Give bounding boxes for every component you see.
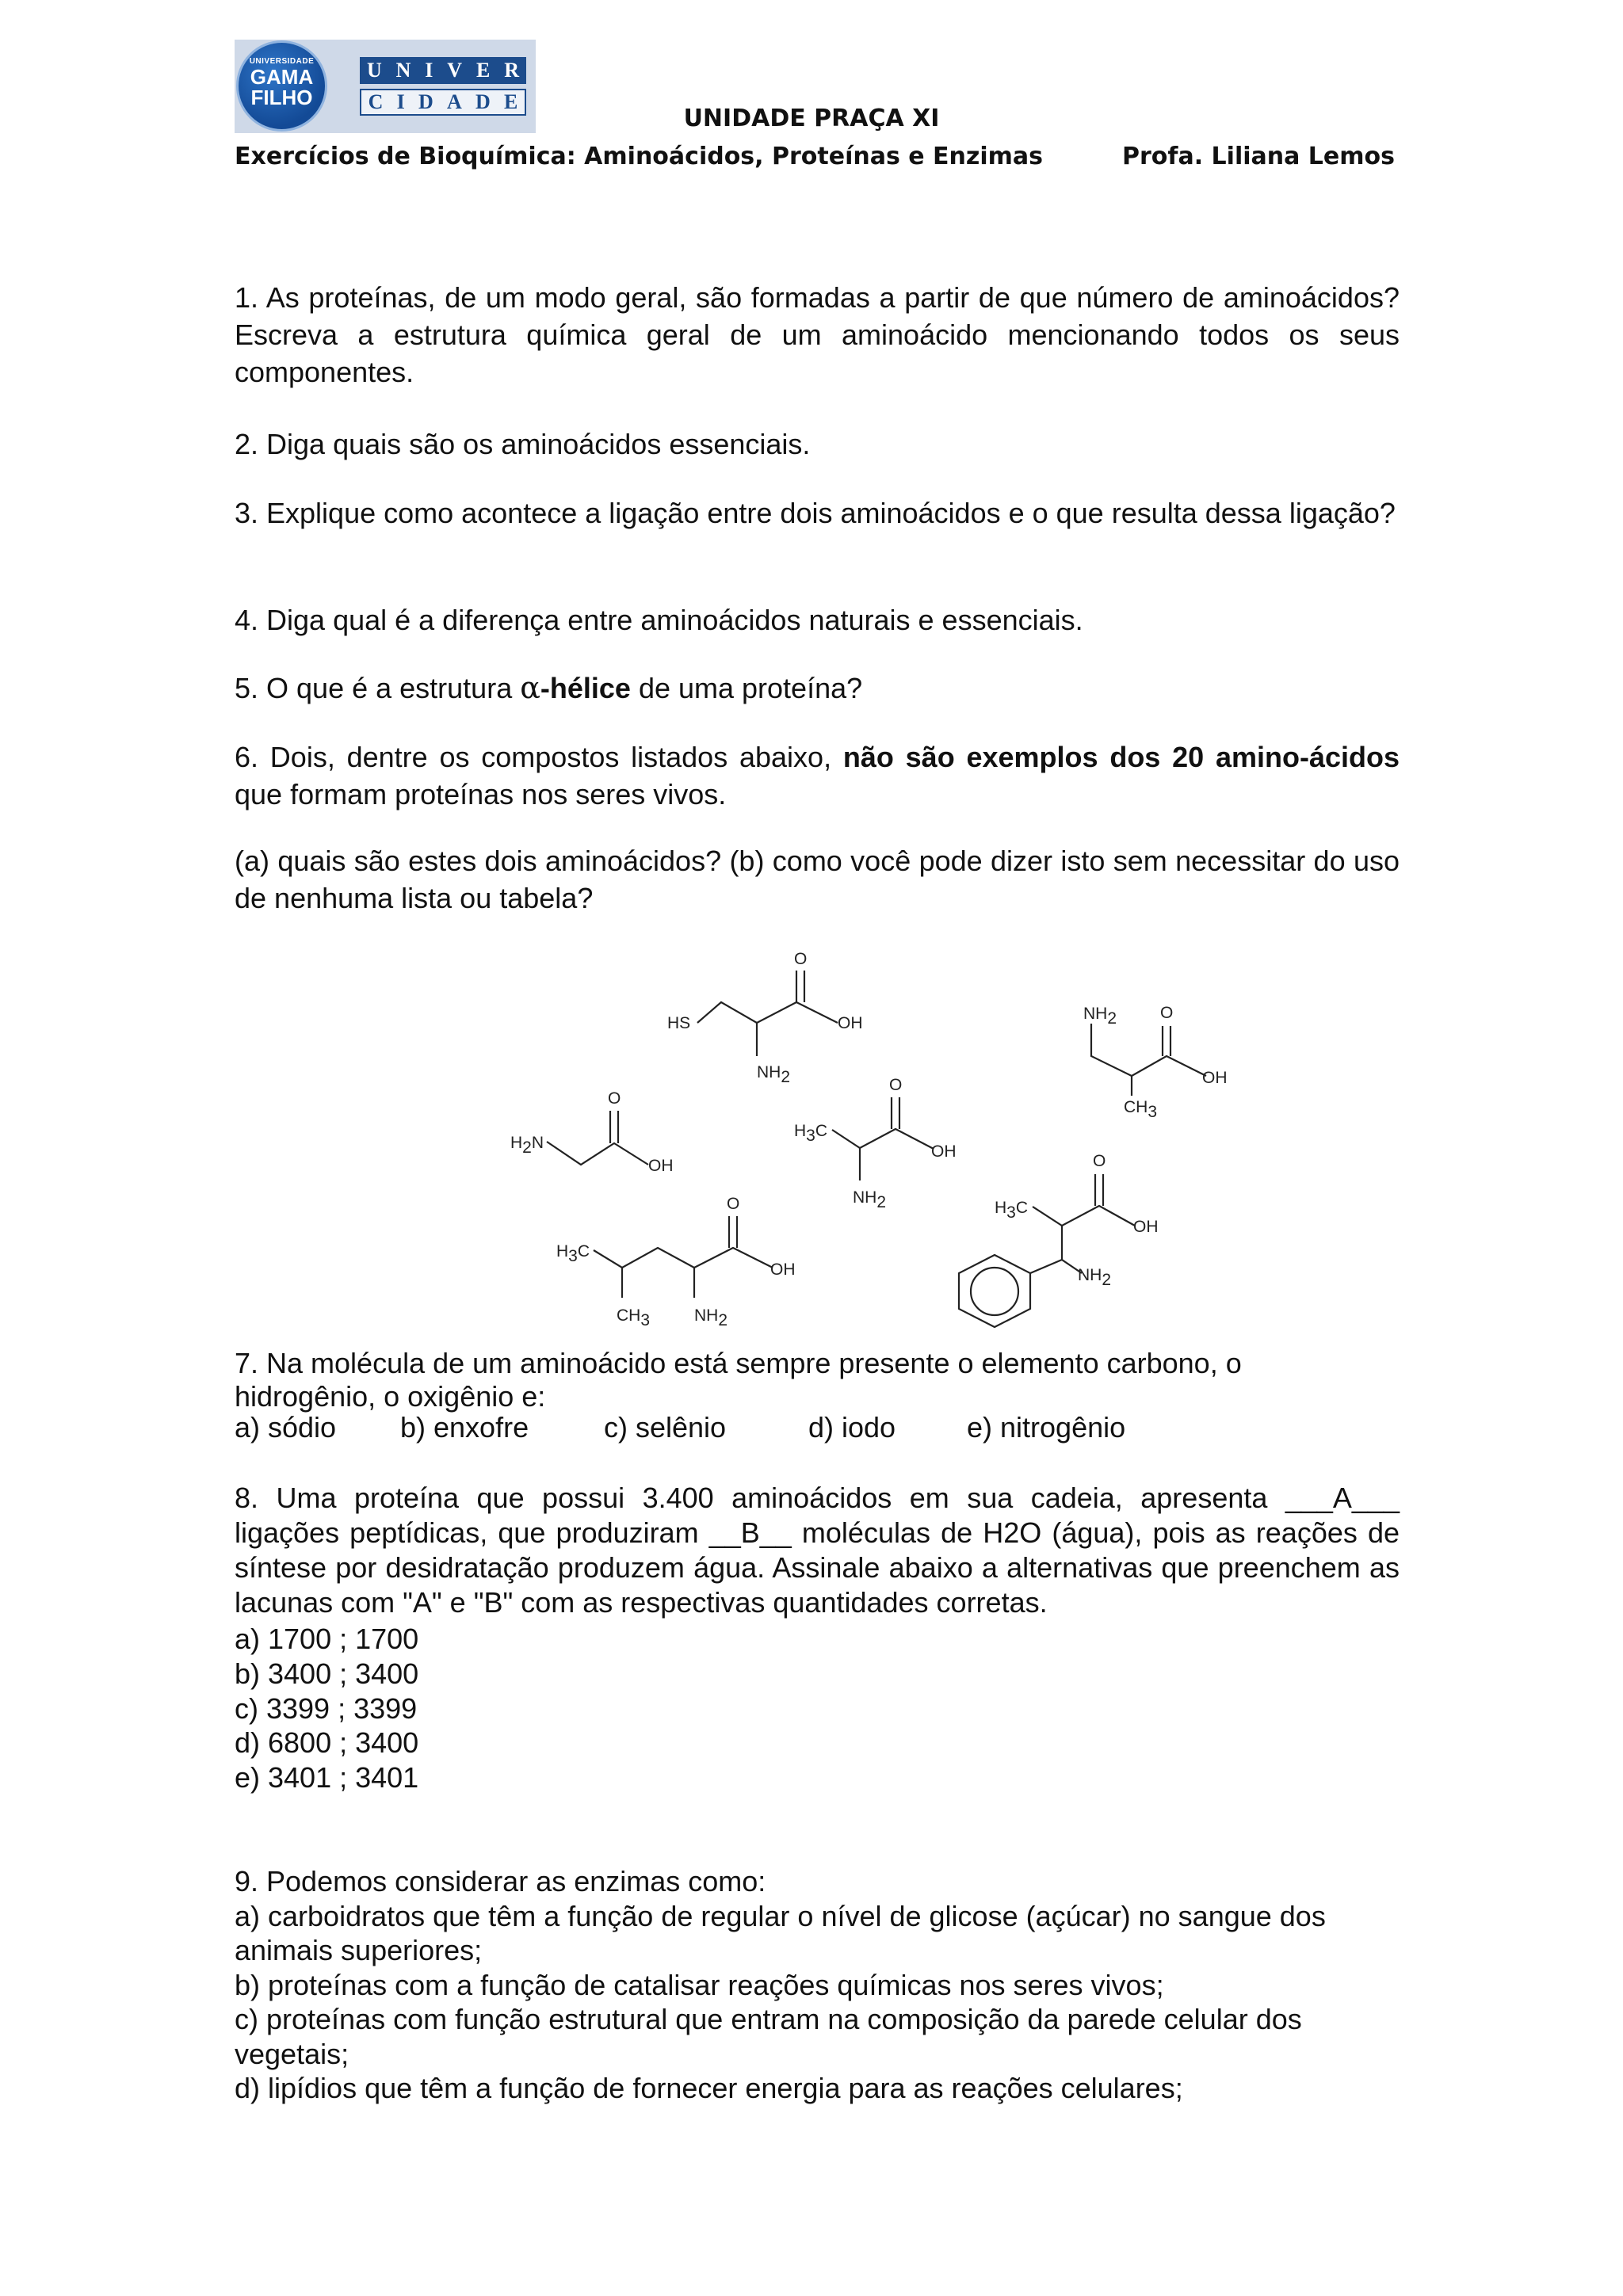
gama-filho-logo-line2: FILHO: [250, 86, 313, 109]
svg-text:OH: OH: [1202, 1069, 1228, 1087]
question-8-option-d: d) 6800 ; 3400: [235, 1726, 419, 1759]
svg-text:H3C: H3C: [995, 1199, 1029, 1222]
svg-text:NH2: NH2: [757, 1063, 791, 1086]
question-9-option-b: b) proteínas com a função de catalisar reações químicas nos seres vivos;: [235, 1969, 1164, 2001]
question-5-start: 5. O que é a estrutura: [235, 672, 521, 704]
svg-text:NH2: NH2: [853, 1188, 887, 1211]
svg-text:NH2: NH2: [1078, 1266, 1112, 1289]
svg-text:NH2: NH2: [694, 1306, 728, 1329]
logo-letter: C: [368, 90, 384, 113]
logo-letter: I: [396, 90, 405, 113]
svg-text:CH3: CH3: [617, 1306, 651, 1329]
question-7-option-c: c) selênio: [604, 1411, 727, 1444]
svg-text:HS: HS: [667, 1014, 691, 1032]
question-8-option-e: e) 3401 ; 3401: [235, 1761, 419, 1794]
question-7-option-a: a) sódio: [235, 1411, 337, 1444]
logo-letter: U: [366, 59, 382, 82]
svg-text:O: O: [727, 1195, 740, 1213]
svg-text:OH: OH: [838, 1014, 863, 1032]
question-6-start: 6. Dois, dentre os compostos listados abaixo,: [235, 741, 843, 773]
svg-text:OH: OH: [931, 1142, 957, 1161]
logo-letter: A: [447, 90, 462, 113]
molecule-glycine: [510, 1089, 674, 1175]
logo-letter: V: [447, 59, 463, 82]
svg-text:H2N: H2N: [510, 1134, 544, 1157]
molecule-aminoisobutyric-acid: [1083, 1004, 1228, 1121]
question-7-option-b: b) enxofre: [400, 1411, 529, 1444]
question-7-option-d: d) iodo: [808, 1411, 896, 1444]
question-9-option-a-cont: animais superiores;: [235, 1934, 483, 1966]
question-9-option-c: c) proteínas com função estrutural que entram na composição da parede celular dos: [235, 2003, 1302, 2035]
question-7-line1: 7. Na molécula de um aminoácido está sempre presente o elemento carbono, o: [235, 1347, 1242, 1379]
question-7-line2: hidrogênio, o oxigênio e:: [235, 1380, 546, 1413]
logo-letter: R: [504, 59, 519, 82]
svg-text:O: O: [608, 1089, 621, 1108]
question-5-end: de uma proteína?: [630, 672, 863, 704]
question-8-option-c: c) 3399 ; 3399: [235, 1692, 418, 1725]
molecule-phenyl-amino-acid: [959, 1152, 1159, 1327]
subject-title: Exercícios de Bioquímica: Aminoácidos, Proteínas e Enzimas: [235, 143, 1044, 170]
logo-letter: E: [504, 90, 518, 113]
svg-text:OH: OH: [648, 1157, 674, 1175]
svg-text:H3C: H3C: [794, 1122, 828, 1145]
unit-title: UNIDADE PRAÇA XI: [683, 105, 940, 132]
svg-text:O: O: [889, 1076, 903, 1094]
question-9-line1: 9. Podemos considerar as enzimas como:: [235, 1865, 766, 1897]
question-9-option-c-cont: vegetais;: [235, 2038, 349, 2070]
question-8: 8. Uma proteína que possui 3.400 aminoácidos em sua cadeia, apresenta ___A___ ligações peptídicas, que produziram __B__ moléculas de H2O (água), pois as reações de síntese por desidratação produzem água. Assinale abaixo a alternativas que preenchem as lacunas com "A" e "B" com as respectivas quantidades corretas.: [235, 1482, 1400, 1619]
logo-letter: N: [395, 59, 411, 82]
molecule-leucine: [556, 1195, 796, 1329]
logo-letter: D: [418, 90, 433, 113]
logo-letter: E: [475, 59, 491, 82]
alpha-symbol: α: [520, 670, 540, 705]
svg-text:O: O: [1160, 1004, 1174, 1022]
molecule-cysteine: [667, 950, 863, 1086]
question-1: 1. As proteínas, de um modo geral, são formadas a partir de que número de aminoácidos? Escreva a estrutura química geral de um aminoácido mencionando todos os seus componentes.: [235, 281, 1400, 388]
question-9-option-d: d) lipídios que têm a função de fornecer energia para as reações celulares;: [235, 2072, 1183, 2104]
question-8-option-a: a) 1700 ; 1700: [235, 1623, 419, 1655]
question-9-option-a: a) carboidratos que têm a função de regular o nível de glicose (açúcar) no sangue dos: [235, 1900, 1326, 1932]
question-4: 4. Diga qual é a diferença entre aminoácidos naturais e essenciais.: [235, 604, 1083, 636]
professor-name: Profa. Liliana Lemos: [1122, 143, 1395, 170]
question-6-end: que formam proteínas nos seres vivos.: [235, 778, 727, 810]
logo-letter: I: [425, 59, 433, 82]
question-3: 3. Explique como acontece a ligação entre dois aminoácidos e o que resulta dessa ligação?: [235, 497, 1396, 529]
gama-filho-logo-top: UNIVERSIDADE: [249, 57, 315, 66]
molecule-alanine: [794, 1076, 957, 1211]
question-6-subquestions: (a) quais são estes dois aminoácidos? (b) como você pode dizer isto sem necessitar do uso de nenhuma lista ou tabela?: [235, 845, 1400, 914]
logo-letter: D: [475, 90, 491, 113]
question-2: 2. Diga quais são os aminoácidos essenciais.: [235, 428, 811, 460]
svg-text:OH: OH: [1133, 1218, 1159, 1236]
question-5-bold: -hélice: [540, 672, 631, 704]
svg-text:O: O: [794, 950, 808, 968]
svg-text:H3C: H3C: [556, 1242, 590, 1265]
svg-text:NH2: NH2: [1083, 1005, 1117, 1028]
question-7-option-e: e) nitrogênio: [967, 1411, 1126, 1444]
svg-text:CH3: CH3: [1124, 1098, 1158, 1121]
question-8-option-b: b) 3400 ; 3400: [235, 1657, 419, 1690]
svg-text:O: O: [1093, 1152, 1106, 1170]
gama-filho-logo-line1: GAMA: [250, 65, 314, 89]
svg-text:OH: OH: [770, 1261, 796, 1279]
question-6-bold: não são exemplos dos 20 amino-ácidos: [842, 741, 1400, 773]
